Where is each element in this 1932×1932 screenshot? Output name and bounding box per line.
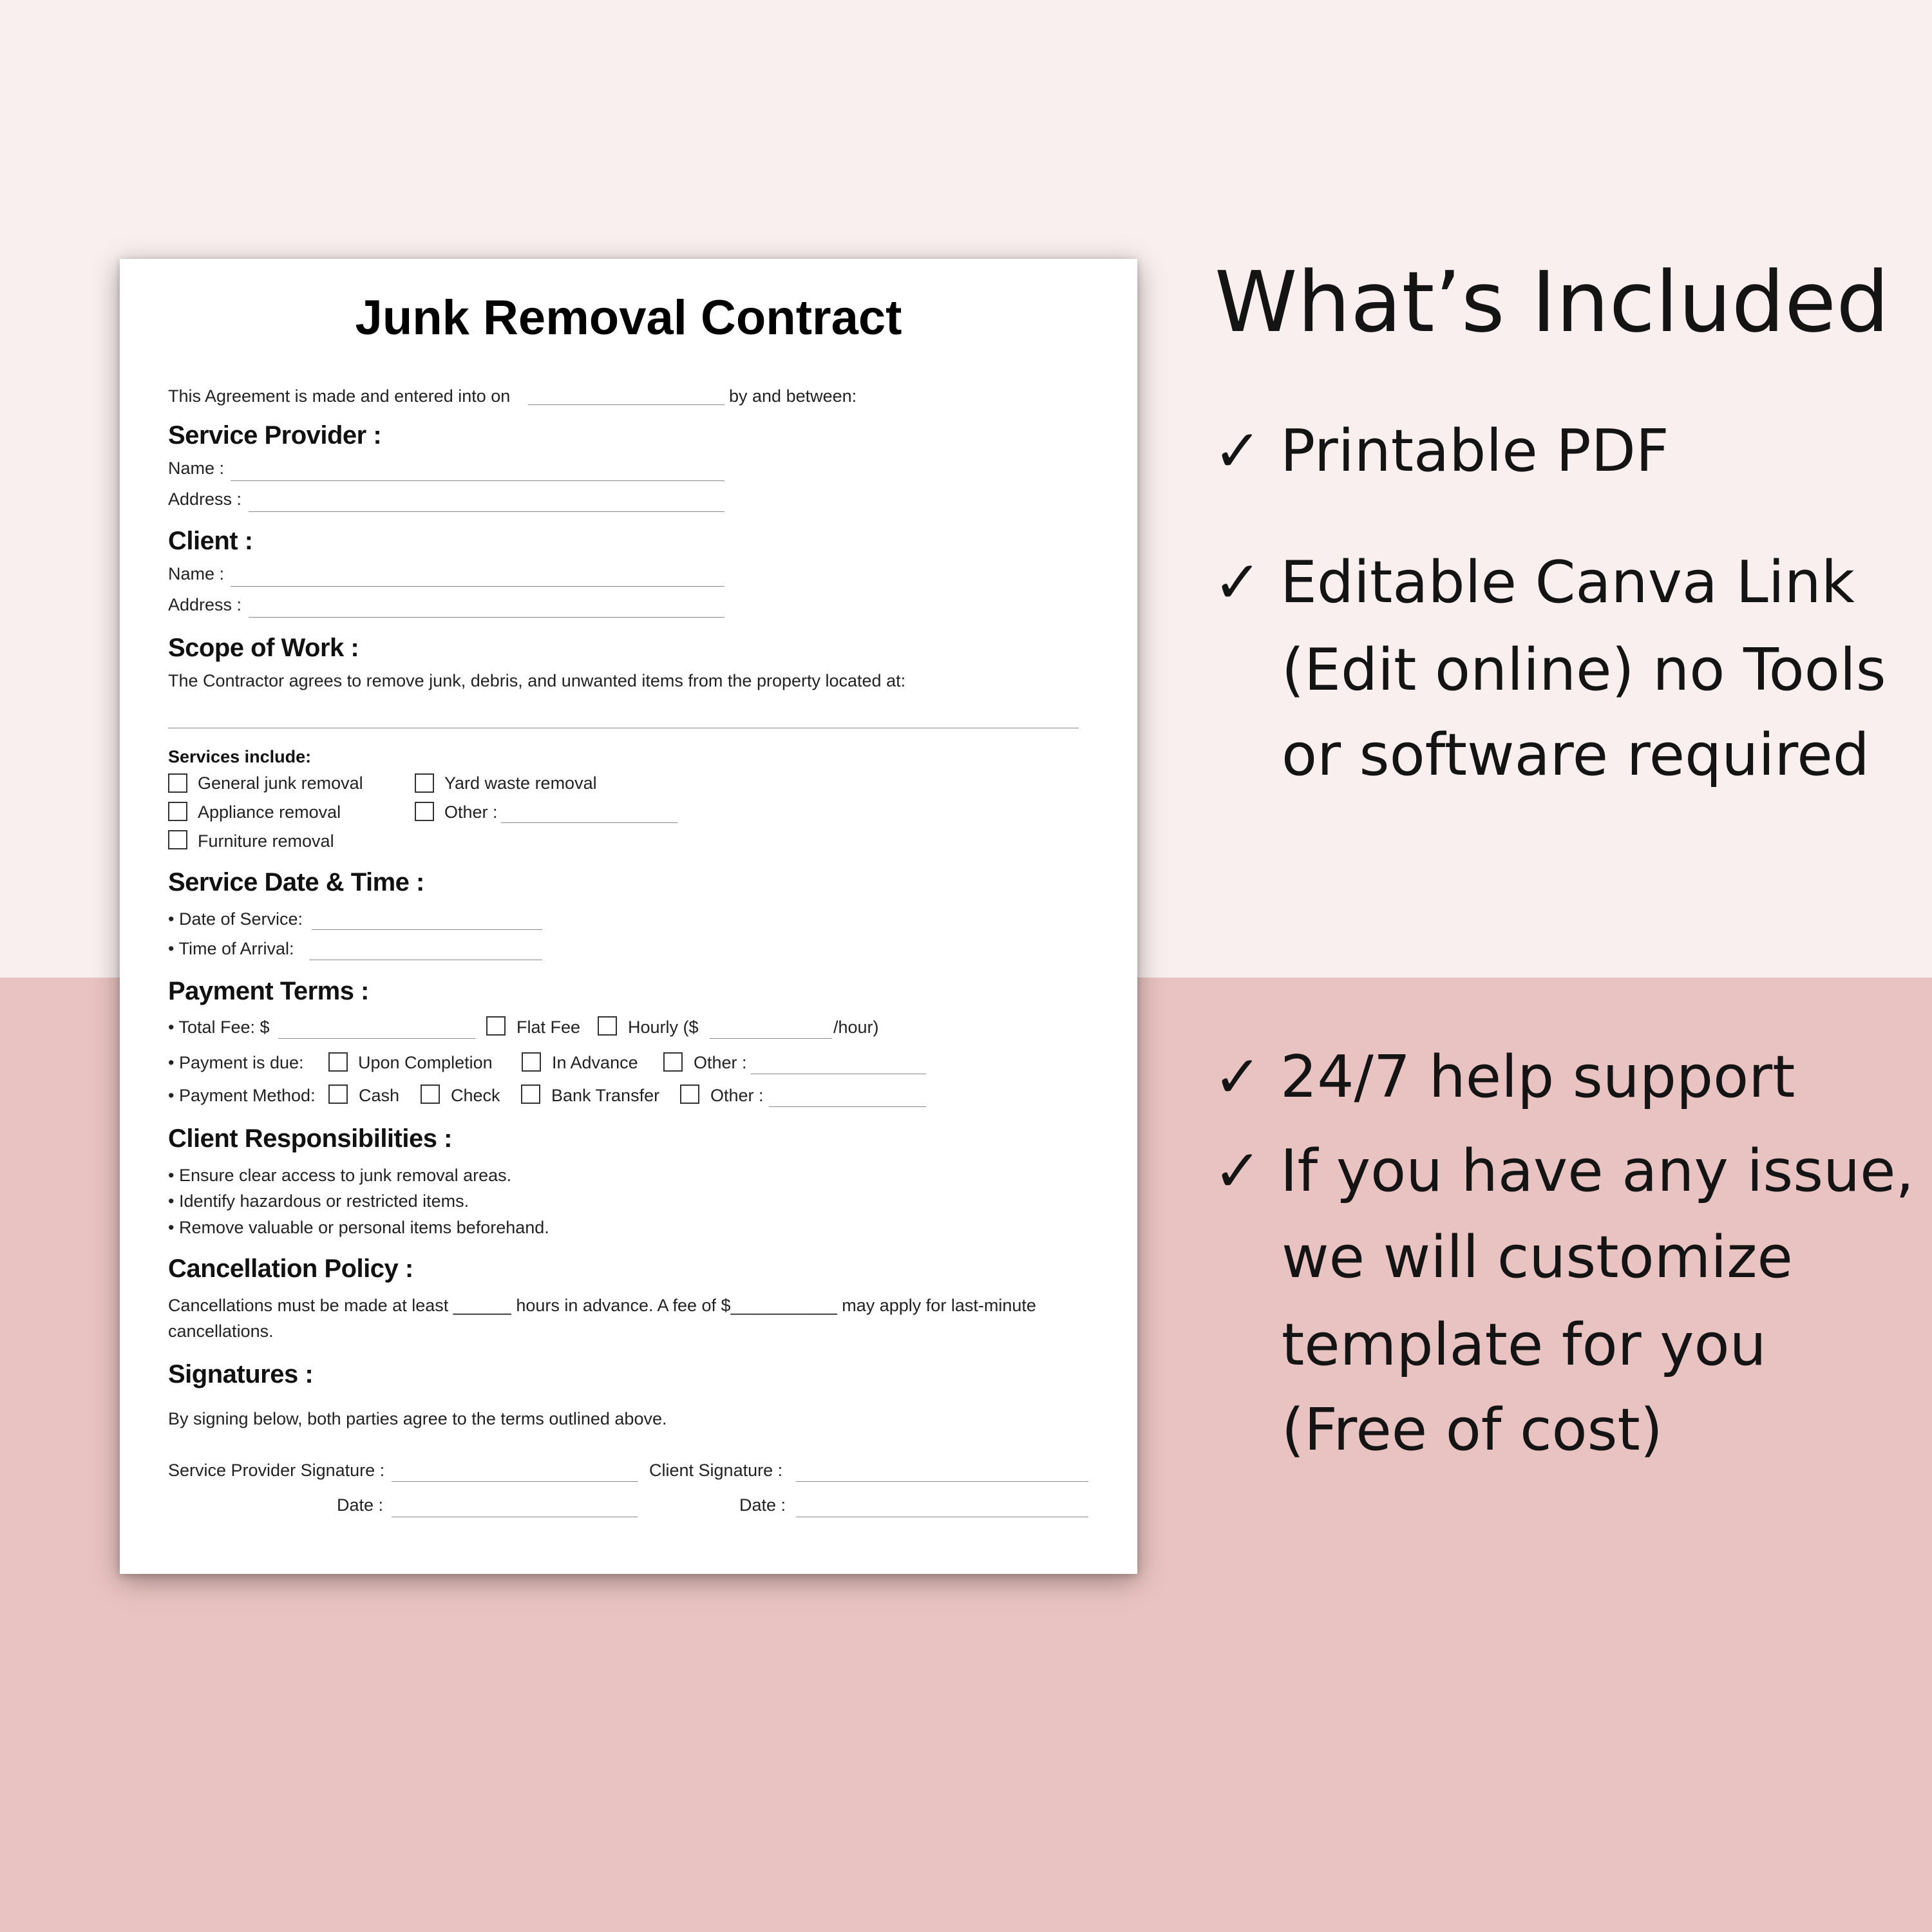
feature-item-cont: (Free of cost) xyxy=(1282,1396,1663,1464)
client-signature-label: Client Signature : xyxy=(649,1461,783,1480)
hourly-label: Hourly ($ xyxy=(628,1018,699,1037)
client-address-label: Address : xyxy=(168,595,242,614)
provider-name-line[interactable] xyxy=(231,480,724,481)
bank-transfer-checkbox[interactable] xyxy=(521,1084,540,1104)
method-other-label: Other : xyxy=(710,1086,764,1105)
flat-fee-checkbox[interactable] xyxy=(486,1016,506,1036)
intro-suffix: by and between: xyxy=(729,386,857,406)
responsibility-item: • Ensure clear access to junk removal areas. xyxy=(168,1166,512,1185)
provider-address-line[interactable] xyxy=(249,511,724,512)
due-other-label: Other : xyxy=(694,1053,747,1072)
furniture-label: Furniture removal xyxy=(198,831,334,851)
check-checkbox[interactable] xyxy=(421,1084,440,1104)
feature-item: ✓ Editable Canva Link xyxy=(1213,549,1855,616)
contract-sheet xyxy=(120,259,1137,1574)
hourly-checkbox[interactable] xyxy=(598,1016,617,1036)
other-service-label: Other : xyxy=(444,802,498,822)
feature-item-cont: or software required xyxy=(1282,721,1870,789)
hourly-rate-line[interactable] xyxy=(710,1038,832,1039)
feature-item-cont: (Edit online) no Tools xyxy=(1282,636,1886,704)
provider-name-label: Name : xyxy=(168,459,225,478)
signatures-text: By signing below, both parties agree to the terms outlined above. xyxy=(168,1409,667,1428)
provider-date-label: Date : xyxy=(337,1495,384,1515)
client-name-label: Name : xyxy=(168,564,225,583)
yard-waste-checkbox[interactable] xyxy=(415,773,434,793)
features-title: What’s Included xyxy=(1215,253,1889,351)
general-junk-label: General junk removal xyxy=(198,773,363,793)
check-label: Check xyxy=(451,1086,500,1105)
other-service-checkbox[interactable] xyxy=(415,802,434,821)
scope-text: The Contractor agrees to remove junk, debris, and unwanted items from the property located at: xyxy=(168,671,906,690)
client-signature-line[interactable] xyxy=(796,1481,1088,1482)
feature-item: ✓ 24/7 help support xyxy=(1213,1043,1795,1111)
feature-item: ✓ If you have any issue, xyxy=(1213,1137,1915,1205)
cash-checkbox[interactable] xyxy=(328,1084,348,1104)
provider-signature-line[interactable] xyxy=(392,1481,638,1482)
provider-signature-label: Service Provider Signature : xyxy=(168,1461,385,1480)
client-name-line[interactable] xyxy=(231,586,724,587)
method-other-checkbox[interactable] xyxy=(680,1084,699,1104)
feature-item-cont: we will customize xyxy=(1282,1224,1793,1291)
furniture-checkbox[interactable] xyxy=(168,830,187,849)
total-fee-label: • Total Fee: $ xyxy=(168,1018,270,1037)
cancellation-heading: Cancellation Policy : xyxy=(168,1255,413,1283)
due-other-checkbox[interactable] xyxy=(663,1052,683,1072)
payment-heading: Payment Terms : xyxy=(168,977,369,1005)
responsibilities-heading: Client Responsibilities : xyxy=(168,1124,452,1153)
service-provider-heading: Service Provider : xyxy=(168,421,382,450)
intro-text: This Agreement is made and entered into on xyxy=(168,386,511,406)
appliance-label: Appliance removal xyxy=(198,802,341,822)
cash-label: Cash xyxy=(359,1086,400,1105)
cancellation-text: Cancellations must be made at least ______ hours in advance. A fee of $___________ may apply for last-minute xyxy=(168,1296,1036,1315)
appliance-checkbox[interactable] xyxy=(168,802,187,821)
provider-address-label: Address : xyxy=(168,489,242,509)
payment-method-label: • Payment Method: xyxy=(168,1086,316,1105)
agreement-date-line[interactable] xyxy=(528,404,724,405)
cancellation-text-cont: cancellations. xyxy=(168,1321,274,1341)
responsibility-item: • Remove valuable or personal items beforehand. xyxy=(168,1218,549,1237)
in-advance-label: In Advance xyxy=(552,1053,638,1072)
client-address-line[interactable] xyxy=(249,617,724,618)
time-of-arrival-label: • Time of Arrival: xyxy=(168,939,294,958)
services-heading: Services include: xyxy=(168,747,312,766)
flat-fee-label: Flat Fee xyxy=(516,1018,581,1037)
feature-item: ✓ Printable PDF xyxy=(1213,417,1669,485)
total-fee-line[interactable] xyxy=(278,1038,475,1039)
client-heading: Client : xyxy=(168,527,253,555)
per-hour-label: /hour) xyxy=(833,1018,879,1037)
client-date-label: Date : xyxy=(739,1495,786,1515)
bank-transfer-label: Bank Transfer xyxy=(551,1086,660,1105)
scope-heading: Scope of Work : xyxy=(168,634,359,662)
other-service-line[interactable] xyxy=(501,822,677,823)
service-date-heading: Service Date & Time : xyxy=(168,868,424,896)
responsibility-item: • Identify hazardous or restricted items. xyxy=(168,1191,469,1211)
upon-completion-label: Upon Completion xyxy=(358,1053,493,1072)
payment-due-label: • Payment is due: xyxy=(168,1053,304,1072)
signatures-heading: Signatures : xyxy=(168,1360,314,1388)
general-junk-checkbox[interactable] xyxy=(168,773,187,793)
upon-completion-checkbox[interactable] xyxy=(328,1052,348,1072)
date-of-service-label: • Date of Service: xyxy=(168,909,303,929)
yard-waste-label: Yard waste removal xyxy=(444,773,597,793)
method-other-line[interactable] xyxy=(769,1106,926,1107)
in-advance-checkbox[interactable] xyxy=(522,1052,541,1072)
feature-item-cont: template for you xyxy=(1282,1311,1766,1379)
document-title: Junk Removal Contract xyxy=(355,290,902,345)
date-of-service-line[interactable] xyxy=(312,929,542,930)
